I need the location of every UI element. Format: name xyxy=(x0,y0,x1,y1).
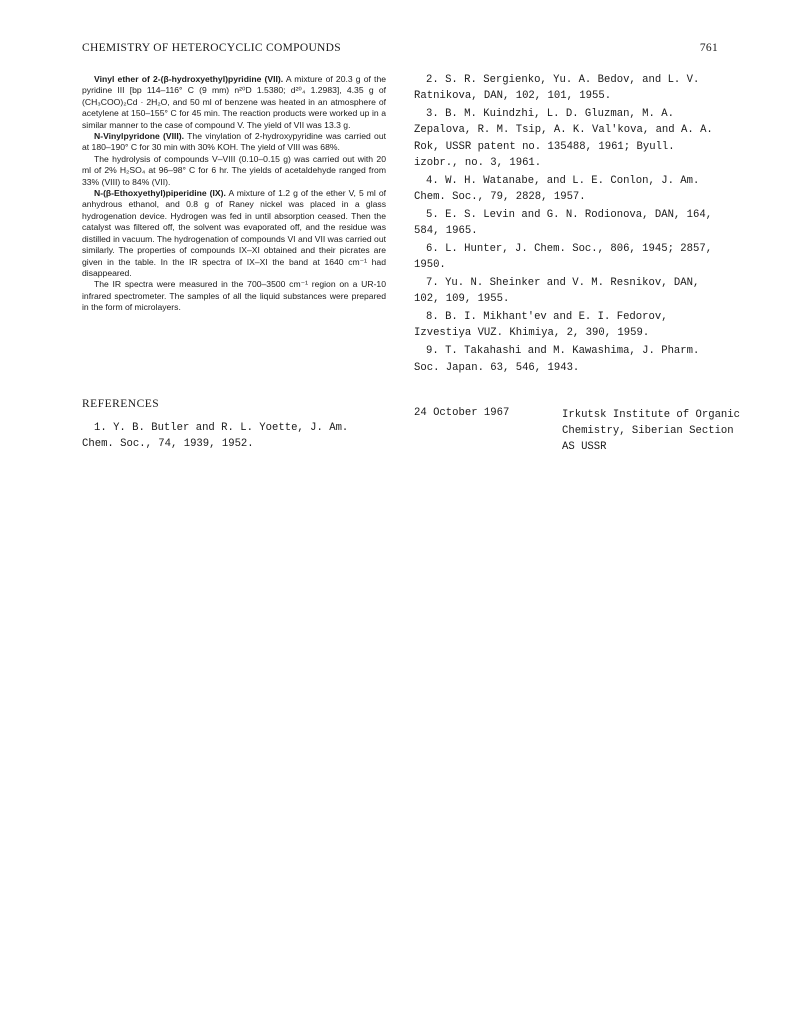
reference-item: 6. L. Hunter, J. Chem. Soc., 806, 1945; 2857, 1950. xyxy=(414,242,713,272)
experimental-section xyxy=(82,74,386,314)
affiliation xyxy=(562,407,741,455)
journal-title: CHEMISTRY OF HETEROCYCLIC COMPOUNDS xyxy=(82,42,341,54)
reference-item: 2. S. R. Sergienko, Yu. A. Bedov, and L. V. Ratnikova, DAN, 102, 101, 1955. xyxy=(414,74,700,103)
paragraph-ir-spectra xyxy=(82,279,386,313)
references-heading: REFERENCES xyxy=(82,398,160,410)
references-list xyxy=(414,72,720,377)
paragraph-lead: N-(β-Ethoxyethyl)piperidine (IX). xyxy=(94,188,226,199)
paragraph-text: The vinylation of 2-hydroxypyridine was carried out at 180–190° C for 30 min with 30% KOH. The yield of VIII was 68%. xyxy=(82,131,386,153)
running-header xyxy=(82,42,718,58)
paragraph-vinyl-ether xyxy=(82,74,386,131)
paragraph-text: A mixture of 20.3 g of the pyridine III [bp 114–116° C (9 mm) n²⁰D 1.5380; d²⁰₄ 1.2983], 4.35 g of (CH₃COO)₂Cd · 2H₂O, and 50 ml of benzene was heated in an atmosphere of acetylene at 150–155° C for 45 min. The reaction products were worked up in a similar manner to the case of compound V. The yield of VII was 13.3 g. xyxy=(82,74,387,130)
paragraph-hydrolysis xyxy=(82,154,386,188)
paragraph-lead: Vinyl ether of 2-(β-hydroxyethyl)pyridine (VII). xyxy=(94,74,284,84)
paragraph-text: The IR spectra were measured in the 700–3500 cm⁻¹ region on a UR-10 infrared spectrometer. The samples of all the liquid substances were prepared in the form of microlayers. xyxy=(82,279,386,313)
paragraph-vinylpyridone xyxy=(82,131,386,154)
reference-item: 3. B. M. Kuindzhi, L. D. Gluzman, M. A. Zepalova, R. M. Tsip, A. K. Val'kova, and A. A. Rok, USSR patent no. 135488, 1961; Byull. izobr., no. 3, 1961. xyxy=(414,108,713,169)
paragraph-text: The hydrolysis of compounds V–VIII (0.10–0.15 g) was carried out with 20 ml of 2% H₂SO₄ at 96–98° C for 6 hr. The yields of acetaldehyde ranged from 33% (VIII) to 84% (VII). xyxy=(82,153,386,187)
reference-item: 4. W. H. Watanabe, and L. E. Conlon, J. Am. Chem. Soc., 79, 2828, 1957. xyxy=(414,174,700,204)
reference-item: 7. Yu. N. Sheinker and V. M. Resnikov, DAN, 102, 109, 1955. xyxy=(414,277,700,306)
paragraph-text: A mixture of 1.2 g of the ether V, 5 ml of anhydrous ethanol, and 0.8 g of Raney nickel was placed in a glass hydrogenation device. Hydrogen was fed in until absorption ceased. Then the catalyst was filtered off, the solvent was evaporated off, and the residue was distilled in vacuum. The hydrogenation of compounds VI and VII was carried out similarly. The properties of compounds IX–XI obtained and their picrates are given in the table. In the IR spectra of IX–XI the band at 1640 cm⁻¹ had disappeared. xyxy=(82,188,386,278)
affiliation-line: Chemistry, Siberian Section xyxy=(562,425,734,437)
reference-item: 5. E. S. Levin and G. N. Rodionova, DAN, 164, 584, 1965. xyxy=(414,208,713,238)
paragraph-lead: N-Vinylpyridone (VIII). xyxy=(94,131,185,142)
affiliation-line: Irkutsk Institute of Organic xyxy=(562,409,741,421)
received-date: 24 October 1967 xyxy=(414,407,510,419)
reference-item: 8. B. I. Mikhant'ev and E. I. Fedorov, Izvestiya VUZ. Khimiya, 2, 390, 1959. xyxy=(414,311,668,340)
page-number: 761 xyxy=(699,42,718,54)
paragraph-ethoxyethyl-piperidine xyxy=(82,188,386,279)
affiliation-line: AS USSR xyxy=(562,441,607,453)
reference-item: 1. Y. B. Butler and R. L. Yoette, J. Am. Chem. Soc., 74, 1939, 1952. xyxy=(82,422,349,450)
reference-item: 9. T. Takahashi and M. Kawashima, J. Pharm. Soc. Japan. 63, 546, 1943. xyxy=(414,345,700,374)
